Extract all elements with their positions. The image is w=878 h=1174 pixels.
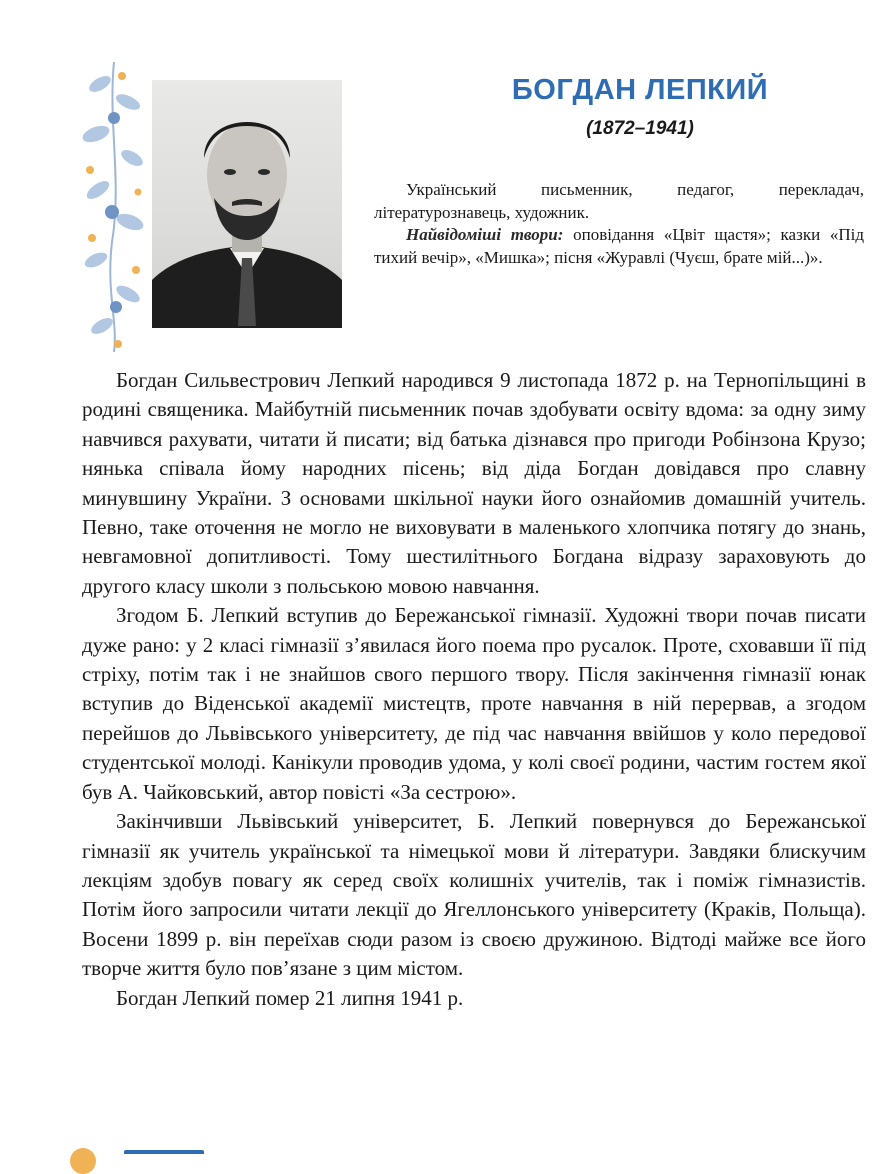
floral-ornament [78,62,150,352]
biography-paragraph: Богдан Лепкий помер 21 липня 1941 р. [116,985,464,1010]
footer-bullet-icon [70,1148,96,1174]
author-years: (1872–1941) [586,118,694,139]
author-description: Український письменник, педагог, перекладач, літературознавець, художник. [374,180,864,222]
biography-paragraph: Богдан Сильвестрович Лепкий народився 9 листопада 1872 р. на Тернопільщині в родині священика. Майбутній письменник почав здобувати освіту вдома: за одну зиму навчився рахувати, читати й писати; від батька дізнався про пригоди Робінзона Крузо; нянька співала йому народних пісень; від діда Богдан довідався про славну минувшину України. З основами шкільної науки його ознайомив домашній учитель. Певно, таке оточення не могло не виховувати в маленького хлопчика потягу до знань, невгамовної допитливості. Тому шестилітнього Богдана відразу зараховують до другого класу школи з польською мовою навчання. [82,368,866,598]
author-name-title: БОГДАН ЛЕПКИЙ [511,74,769,106]
author-portrait [152,80,342,328]
author-summary [374,179,864,269]
famous-works-list: оповідання «Цвіт щастя»; казки «Під тихий вечір», «Мишка»; пісня «Журавлі (Чуєш, брате мій...)». [374,225,864,267]
footer-heading-fragment [124,1150,204,1168]
biography-text [82,366,866,1013]
biography-paragraph: Згодом Б. Лепкий вступив до Бережанської гімназії. Художні твори почав писати дуже рано: у 2 класі гімназії з’явилася його поема про русалок. Проте, сховавши її під стріху, потім так і не знайшов свого першого твору. Після закінчення гімназії юнак вступив до Віденської академії мистецтв, проте навчання в ній перервав, а згодом перейшов до Львівського університету, де під час навчання ввійшов у коло передової студентської молоді. Канікули проводив удома, у колі своєї родини, частим гостем якої був А. Чайковський, автор повісті «За сестрою». [82,603,866,804]
biography-paragraph: Закінчивши Львівський університет, Б. Лепкий повернувся до Бережанської гімназії як учитель української та німецької мови й літератури. Завдяки блискучим лекціям здобув повагу як серед своїх колишніх учителів, так і поміж гімназистів. Потім його запросили читати лекції до Ягеллонського університету (Краків, Польща). Восени 1899 р. він переїхав сюди разом із своєю дружиною. Відтоді майже все його творче життя було пов’язане з цим містом. [82,809,866,981]
famous-works-label: Найвідоміші твори: [406,225,564,244]
famous-works [374,224,864,269]
